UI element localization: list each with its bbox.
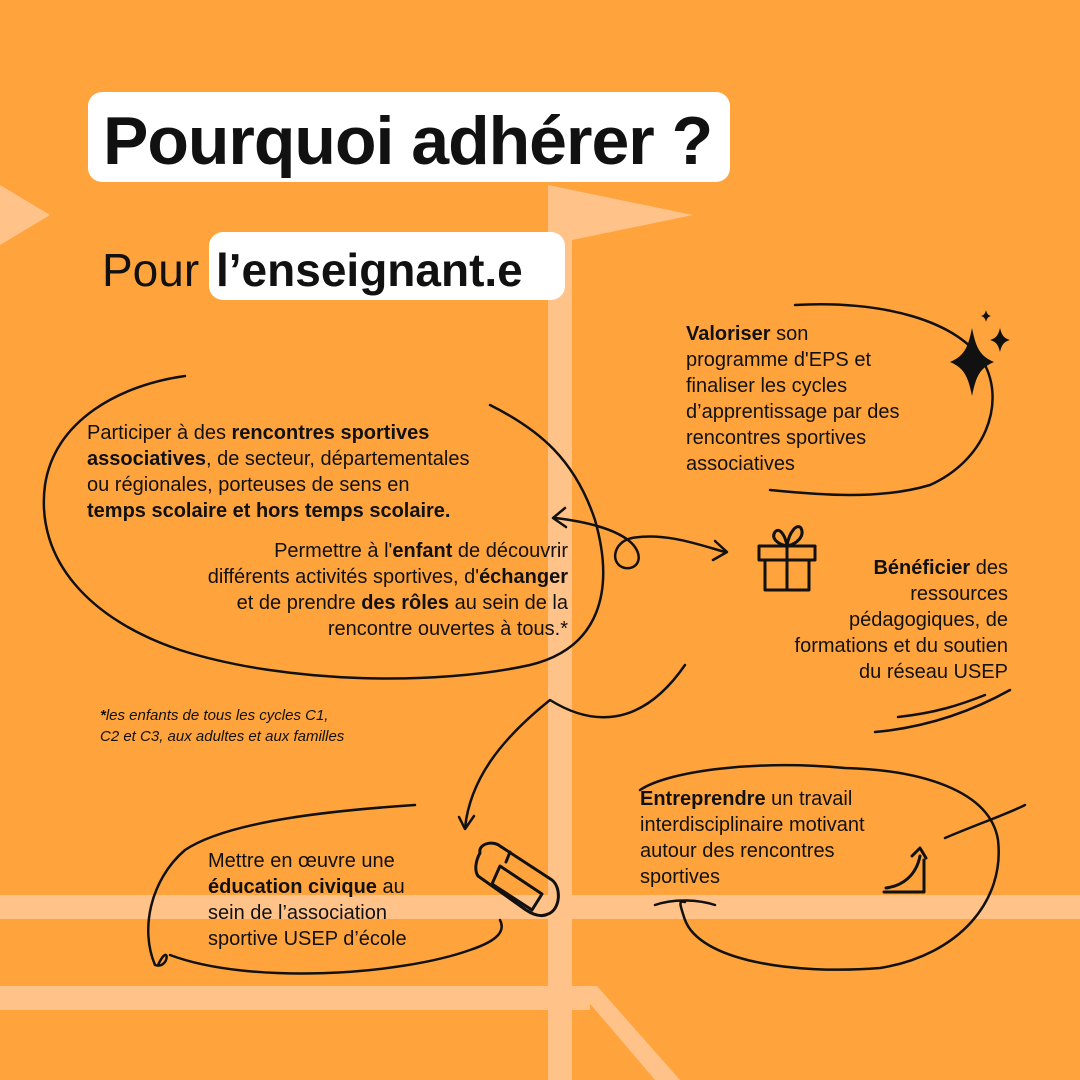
subtitle-highlight: l’enseignant.e — [216, 244, 523, 296]
subtitle-prefix: Pour — [102, 244, 200, 296]
block-mettre: Mettre en œuvre une éducation civique au sein de l’association sportive USEP d’école — [208, 850, 407, 950]
block-beneficier: Bénéficier des ressources pédagogiques, de formations et du soutien du réseau USEP — [794, 557, 1008, 683]
block-permettre: Permettre à l'enfant de découvrir différents activités sportives, d'échanger et de prendre des rôles au sein de la rencontre ouvertes à tous.* — [207, 540, 568, 640]
block-participer: Participer à des rencontres sportives associatives, de secteur, départementales ou régionales, porteuses de sens en temps scolaire et hors temps scolaire. — [87, 422, 470, 522]
footnote: *les enfants de tous les cycles C1, C2 et C3, aux adultes et aux familles — [100, 707, 345, 745]
growth-chart-icon — [880, 840, 932, 898]
sparkle-icon — [950, 308, 1014, 398]
block-entreprendre: Entreprendre un travail interdisciplinaire motivant autour des rencontres sportives — [640, 788, 865, 888]
medal-icon — [470, 838, 568, 922]
block-valoriser: Valoriser son programme d'EPS et finaliser les cycles d’apprentissage par des rencontres sportives associatives — [686, 323, 900, 475]
page-title: Pourquoi adhérer ? — [103, 103, 713, 179]
